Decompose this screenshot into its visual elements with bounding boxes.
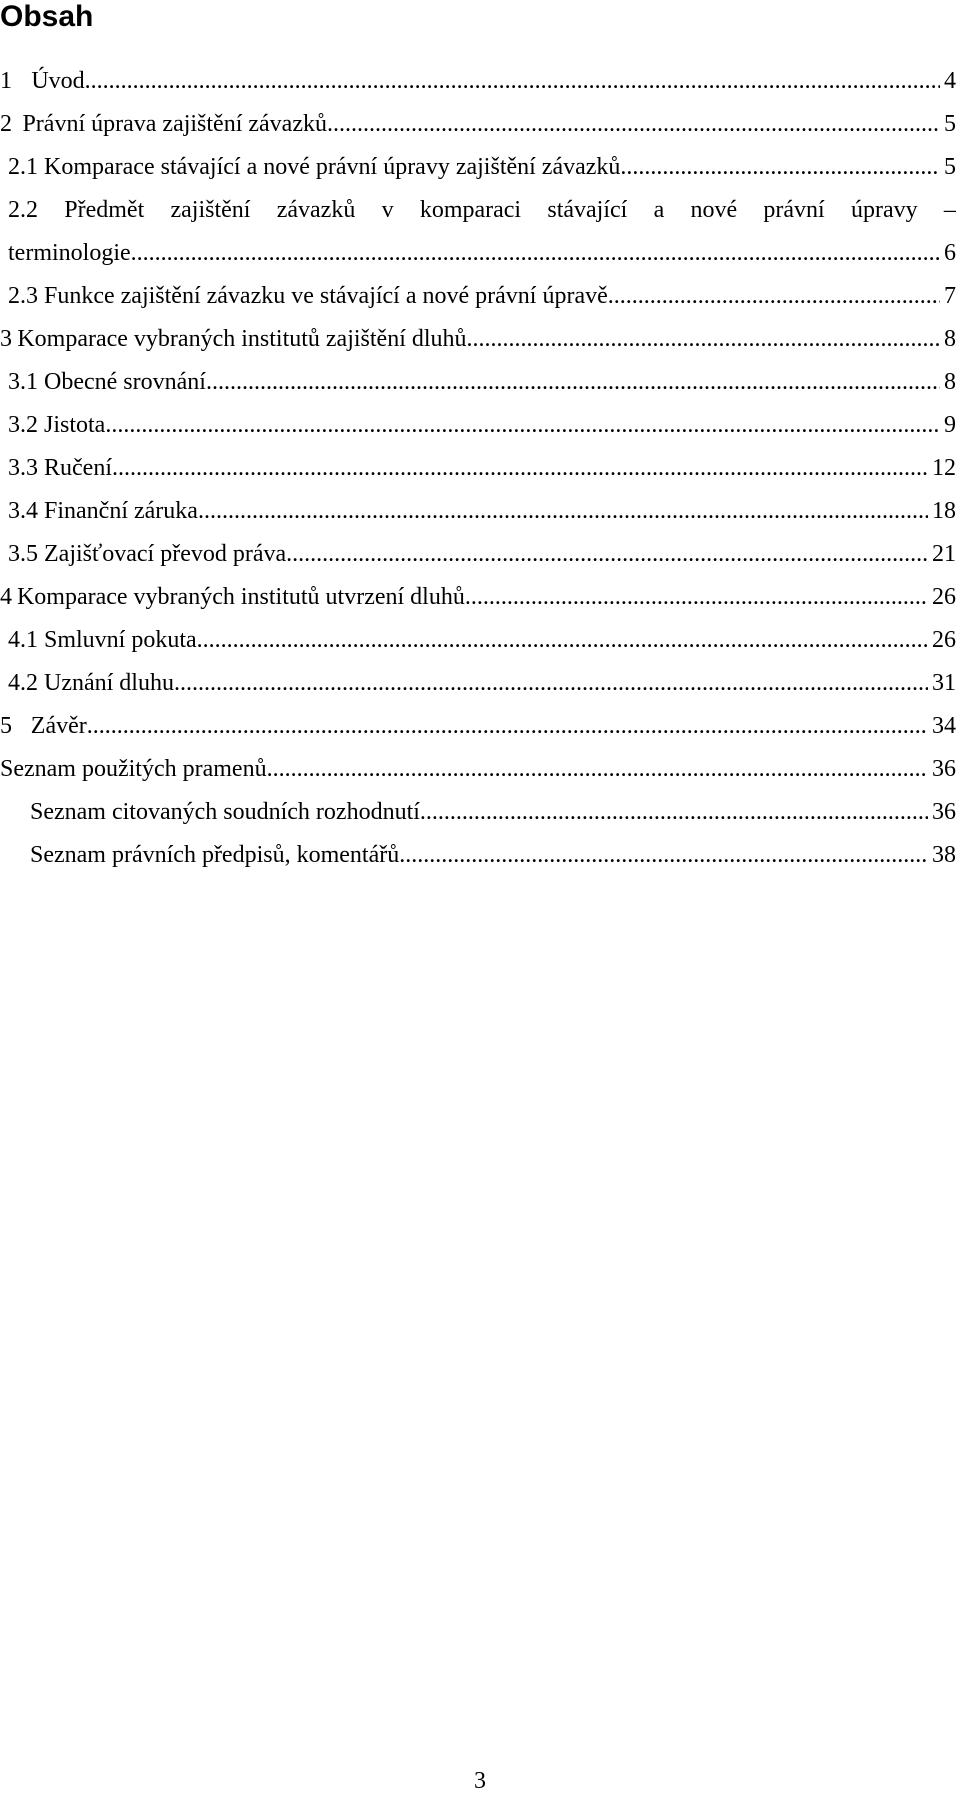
dot-leader	[327, 103, 940, 146]
toc-entry-instituty-utvrzeni[interactable]	[0, 576, 956, 619]
toc-title-word: stávající	[547, 197, 628, 223]
toc-title: Uznání dluhu	[44, 670, 174, 696]
toc-title-word: komparaci	[419, 197, 522, 223]
toc-number: 2.1	[8, 154, 38, 180]
toc-title-word: závazků	[276, 197, 356, 223]
toc-number: 3.5	[8, 541, 38, 567]
toc-entry-seznam-predpisu[interactable]	[0, 834, 956, 877]
toc-entry-funkce-zajisteni[interactable]	[0, 275, 956, 318]
dot-leader	[608, 275, 940, 318]
toc-title: Obecné srovnání	[44, 369, 206, 395]
toc-title: Seznam právních předpisů, komentářů	[30, 842, 400, 868]
toc-number: 3	[0, 326, 12, 352]
toc-page: 21	[932, 541, 956, 567]
dot-leader	[85, 60, 940, 103]
toc-title: Závěr	[30, 713, 87, 739]
toc-title: Smluvní pokuta	[44, 627, 197, 653]
toc-title: Zajišťovací převod práva	[44, 541, 287, 567]
toc-entry-obecne-srovnani[interactable]	[0, 361, 956, 404]
dot-leader	[267, 748, 928, 791]
dot-leader	[399, 834, 928, 877]
toc-number: 2	[0, 111, 12, 137]
table-of-contents	[0, 60, 956, 877]
toc-number: 4	[0, 584, 12, 610]
toc-page: 38	[932, 842, 956, 868]
toc-title: Ručení	[44, 455, 112, 481]
toc-title: Úvod	[31, 68, 85, 94]
toc-entry-jistota[interactable]	[0, 404, 956, 447]
toc-title-word: a	[653, 197, 665, 223]
toc-title-word: –	[943, 197, 956, 223]
toc-title-word: v	[381, 197, 394, 223]
toc-number: 4.2	[8, 670, 38, 696]
toc-number: 2.2	[8, 197, 38, 223]
toc-entry-uznani-dluhu[interactable]	[0, 662, 956, 705]
dot-leader	[286, 533, 928, 576]
dot-leader	[620, 146, 940, 189]
dot-leader	[112, 447, 928, 490]
toc-page: 31	[932, 670, 956, 696]
toc-entry-smluvni-pokuta[interactable]	[0, 619, 956, 662]
toc-title: Komparace vybraných institutů zajištění dluhů	[17, 326, 467, 352]
toc-number: 3.3	[8, 455, 38, 481]
toc-title: Jistota	[44, 412, 106, 438]
toc-entry-predmet-zajisteni[interactable]	[0, 189, 956, 275]
toc-page: 7	[944, 283, 956, 309]
toc-page: 18	[932, 498, 956, 524]
toc-title: terminologie	[8, 240, 131, 266]
toc-page: 26	[932, 627, 956, 653]
toc-entry-uvod[interactable]	[0, 60, 956, 103]
toc-page: 6	[944, 240, 956, 266]
toc-title: Právní úprava zajištění závazků	[22, 111, 327, 137]
toc-number: 3.2	[8, 412, 38, 438]
toc-number: 2.3	[8, 283, 38, 309]
toc-title-word: právní	[763, 197, 825, 223]
toc-title: Seznam citovaných soudních rozhodnutí	[30, 799, 420, 825]
toc-page: 5	[944, 154, 956, 180]
dot-leader	[131, 232, 940, 275]
toc-number: 3.1	[8, 369, 38, 395]
toc-title: Funkce zajištění závazku ve stávající a nové právní úpravě	[44, 283, 608, 309]
toc-page: 26	[932, 584, 956, 610]
toc-page: 8	[944, 369, 956, 395]
toc-entry-ruceni[interactable]	[0, 447, 956, 490]
toc-entry-zajistovaci-prevod[interactable]	[0, 533, 956, 576]
dot-leader	[206, 361, 940, 404]
dot-leader	[174, 662, 928, 705]
dot-leader	[198, 490, 928, 533]
page-title: Obsah	[0, 0, 94, 33]
toc-entry-komparace-upravy[interactable]	[0, 146, 956, 189]
toc-page: 34	[932, 713, 956, 739]
toc-page: 36	[932, 756, 956, 782]
toc-number: 5	[0, 713, 12, 739]
toc-entry-zaver[interactable]	[0, 705, 956, 748]
dot-leader	[87, 705, 928, 748]
toc-entry-financni-zaruka[interactable]	[0, 490, 956, 533]
toc-page: 4	[944, 68, 956, 94]
dot-leader	[105, 404, 940, 447]
toc-title-word: Předmět	[64, 197, 145, 223]
toc-entry-seznam-rozhodnuti[interactable]	[0, 791, 956, 834]
toc-number: 1	[0, 68, 12, 94]
dot-leader	[467, 318, 940, 361]
toc-title-word: úpravy	[850, 197, 918, 223]
page-number: 3	[474, 1768, 486, 1794]
toc-title-word: zajištění	[170, 197, 251, 223]
toc-title: Seznam použitých pramenů	[0, 756, 267, 782]
toc-entry-pravni-uprava[interactable]	[0, 103, 956, 146]
dot-leader	[420, 791, 928, 834]
dot-leader	[197, 619, 928, 662]
toc-page: 12	[932, 455, 956, 481]
toc-entry-instituty-zajisteni[interactable]	[0, 318, 956, 361]
toc-title: Finanční záruka	[44, 498, 198, 524]
toc-number: 4.1	[8, 627, 38, 653]
toc-title: Komparace stávající a nové právní úpravy zajištění závazků	[44, 154, 621, 180]
toc-title: Komparace vybraných institutů utvrzení dluhů	[16, 584, 465, 610]
toc-entry-seznam-pramenu[interactable]	[0, 748, 956, 791]
toc-number: 3.4	[8, 498, 38, 524]
toc-page: 36	[932, 799, 956, 825]
toc-page: 8	[944, 326, 956, 352]
toc-page: 9	[944, 412, 956, 438]
dot-leader	[465, 576, 928, 619]
toc-title-word: nové	[690, 197, 738, 223]
toc-page: 5	[944, 111, 956, 137]
